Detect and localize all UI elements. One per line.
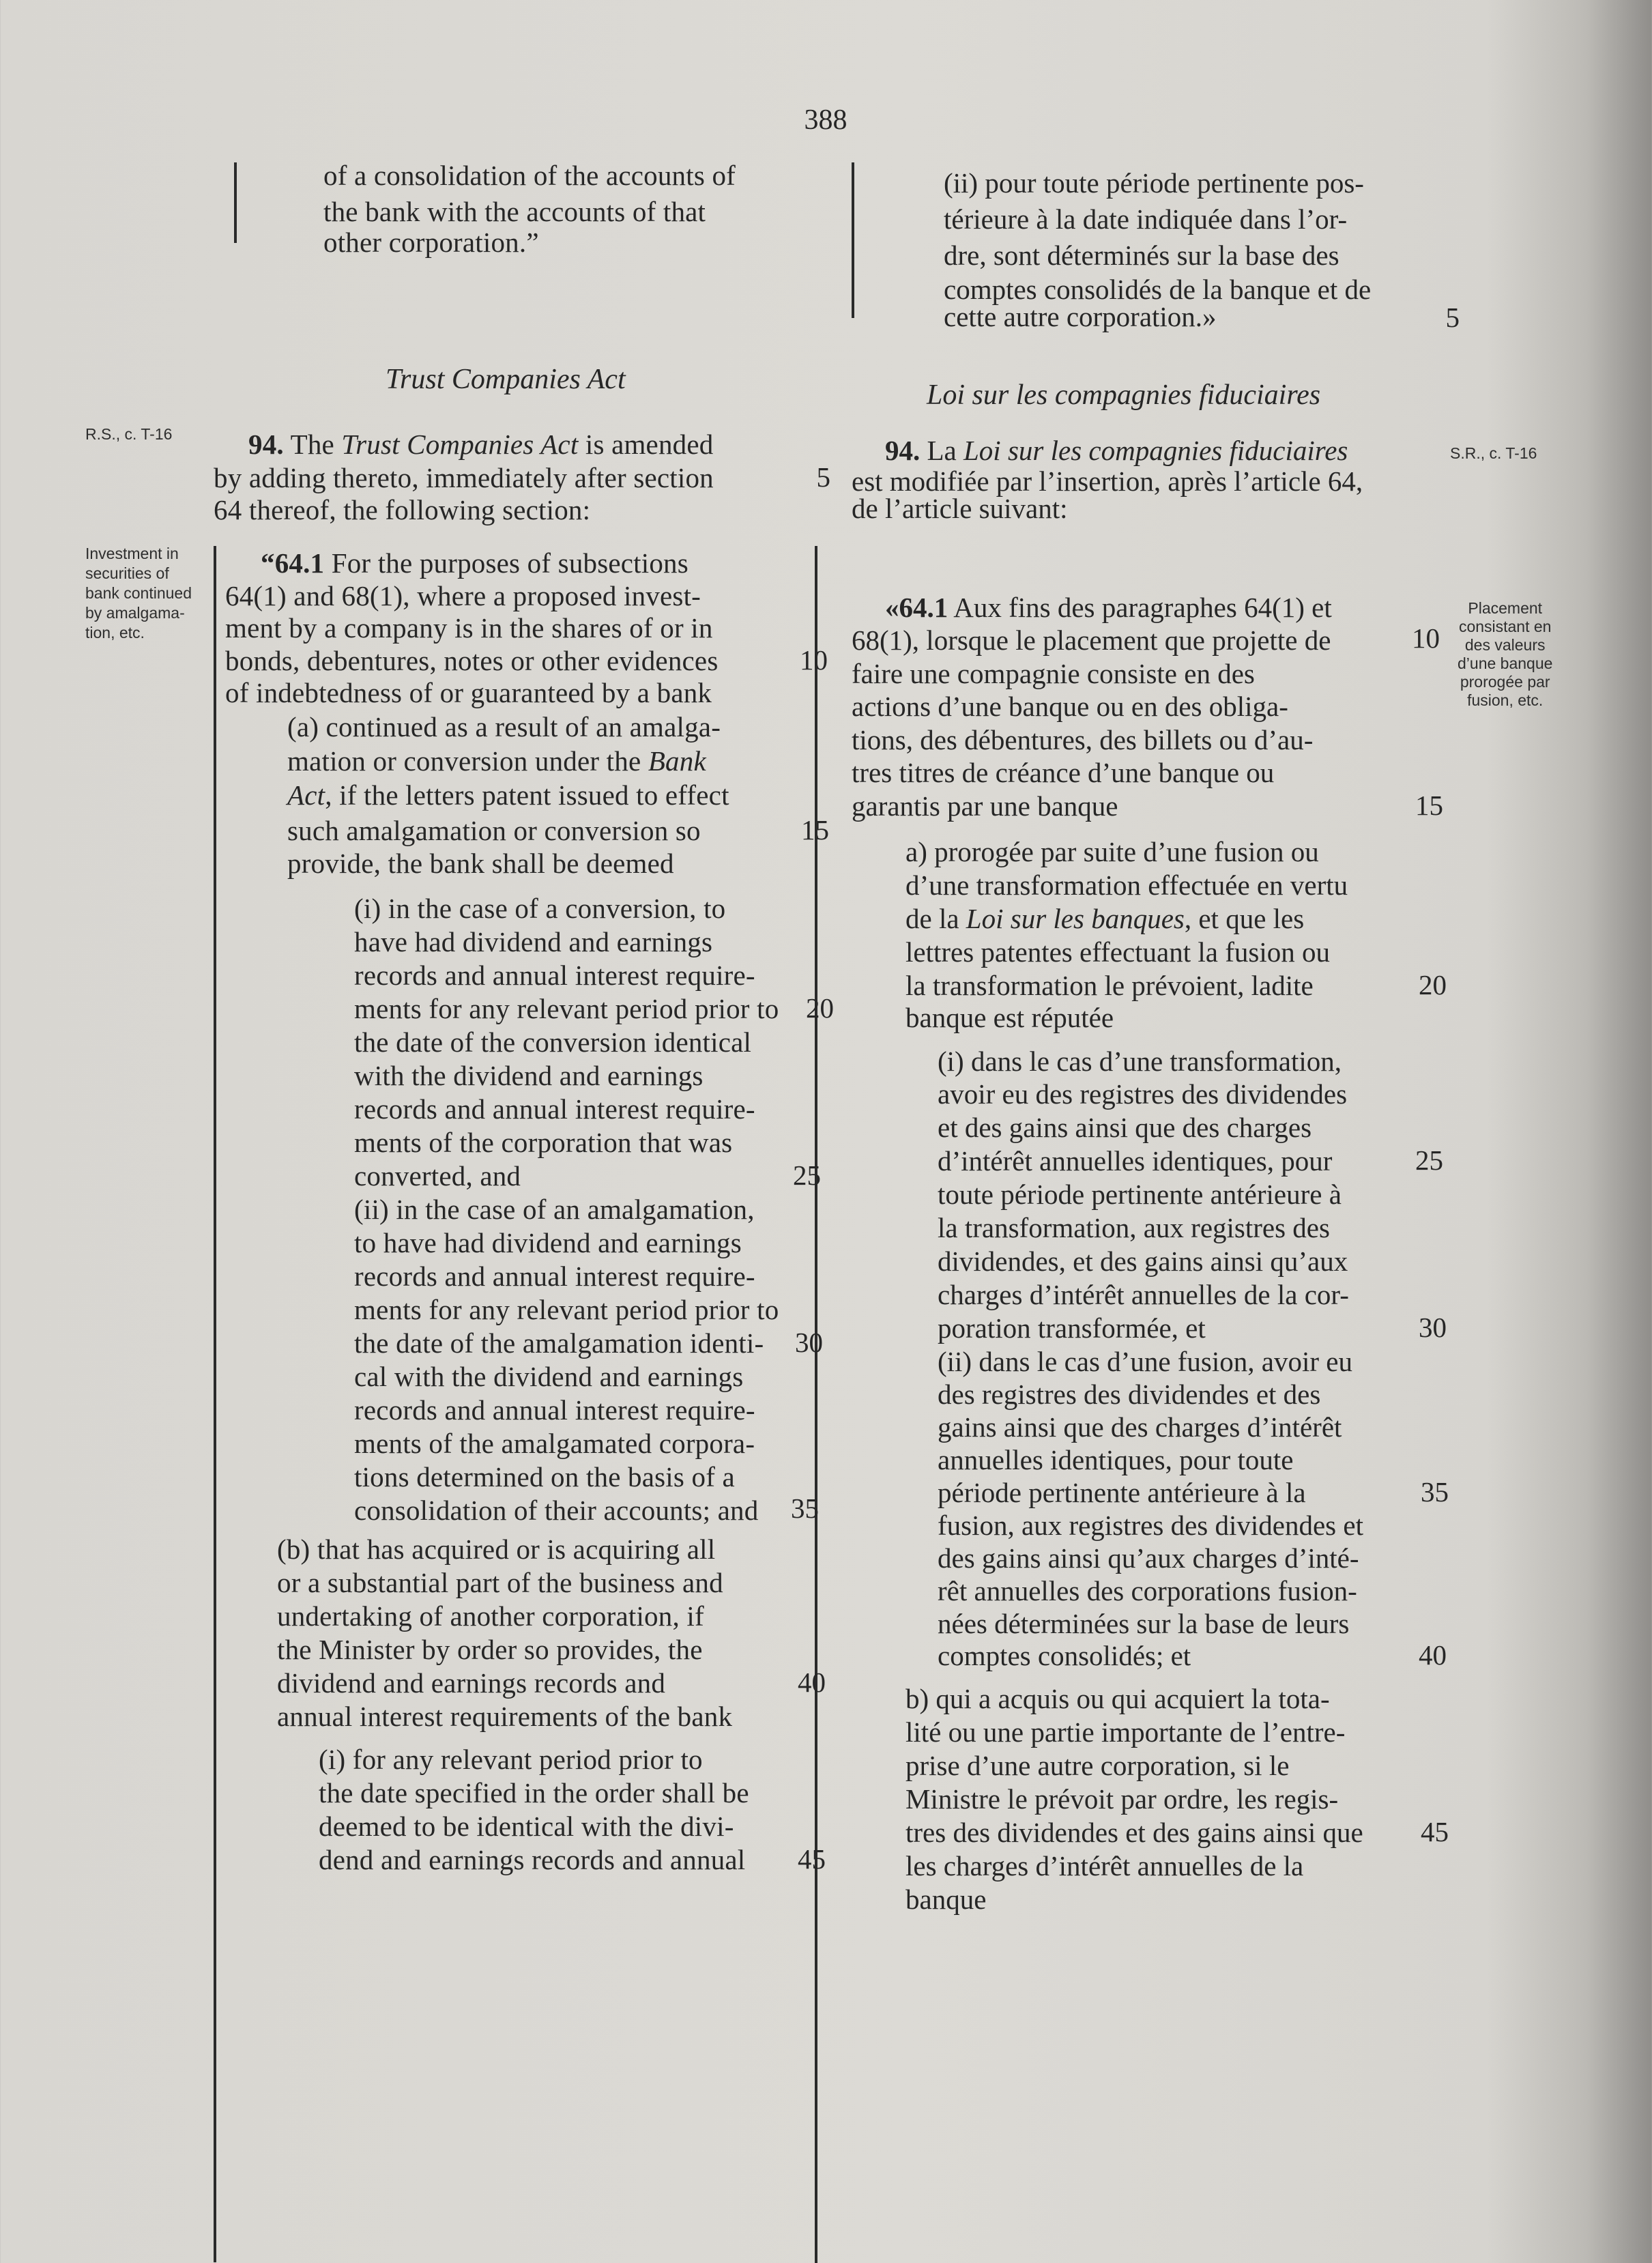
fr-sub-i-line: toute période pertinente antérieure à [938,1179,1342,1210]
fr-heading: Loi sur les compagnies fiduciaires [927,379,1321,411]
fr-sub-ii-line: période pertinente antérieure à la [938,1477,1306,1508]
fr-sub-ii-line: fusion, aux registres des dividendes et [938,1510,1363,1541]
en-para-a-line: Act, if the letters patent issued to effect [287,779,729,811]
fr-subsection-line: garantis par une banque [852,790,1118,822]
margin-note-line: consistant en [1458,618,1552,635]
en-line-number: 35 [791,1493,819,1524]
en-sub-i-line: have had dividend and earnings [354,926,713,957]
fr-para-b-line: banque [905,1884,987,1915]
fr-line-number: 10 [1412,622,1440,654]
fr-para-a-line: lettres patentes effectuant la fusion ou [905,936,1330,968]
subsection-number: «64.1 [885,592,948,623]
section-number: 94. [248,429,284,460]
en-para-a-line: mation or conversion under the Bank [287,745,706,777]
en-section-94-line: 64 thereof, the following section: [214,494,591,525]
en-sub-i-line: converted, and [354,1160,521,1192]
left-rule-top [234,162,237,243]
fr-sub-ii-line: nées déterminées sur la base de leurs [938,1608,1350,1639]
margin-note-line: R.S., c. T-16 [85,425,173,443]
en-sub-ii-line: to have had dividend and earnings [354,1227,742,1258]
en-line-number: 25 [793,1159,821,1191]
en-margin-note-investment [85,544,192,643]
margin-note-line: bank continued [85,584,192,602]
fr-para-b-line: tres des dividendes et des gains ainsi que [905,1817,1363,1848]
en-section-94-line: by adding thereto, immediately after section [214,462,714,493]
en-sub-b-i-line: the date specified in the order shall be [319,1777,749,1808]
fr-sub-i-line: et des gains ainsi que des charges [938,1112,1312,1143]
en-sub-i-line: ments of the corporation that was [354,1127,733,1158]
fr-section-94-line: est modifiée par l’insertion, après l’article 64, [852,465,1363,497]
fr-top-line: (ii) pour toute période pertinente pos- [944,167,1364,199]
fr-sub-ii-line: des registres des dividendes et des [938,1379,1321,1410]
en-sub-ii-line: the date of the amalgamation identi- [354,1327,764,1359]
en-sub-i-line: (i) in the case of a conversion, to [354,893,726,924]
fr-top-line: dre, sont déterminés sur la base des [944,240,1339,271]
section-text: La Loi sur les compagnies fiduciaires [927,435,1348,466]
margin-note-line: by amalgama- [85,604,185,622]
fr-sub-i-line: charges d’intérêt annuelles de la cor- [938,1279,1349,1310]
fr-sub-i-line: d’intérêt annuelles identiques, pour [938,1145,1333,1177]
margin-note-line: prorogée par [1460,673,1550,691]
section-text: The Trust Companies Act is amended [290,429,714,460]
en-line-number: 45 [798,1843,826,1875]
fr-sub-ii-line: des gains ainsi qu’aux charges d’inté- [938,1542,1359,1574]
en-sub-i-line: records and annual interest require- [354,960,755,991]
margin-note-line: Placement [1468,599,1543,617]
en-sub-ii-line: (ii) in the case of an amalgamation, [354,1194,755,1225]
en-section-94-line [248,427,713,461]
subsection-number: “64.1 [261,547,325,579]
center-rule-top [852,162,854,318]
en-margin-note-rs [85,424,172,444]
en-para-b-line: the Minister by order so provides, the [277,1634,703,1665]
en-sub-i-line: with the dividend and earnings [354,1060,704,1091]
fr-sub-i-line: (i) dans le cas d’une transformation, [938,1046,1342,1077]
fr-line-number: 30 [1419,1312,1447,1343]
en-subsection-line: ment by a company is in the shares of or in [225,612,713,644]
en-subsection-line: of indebtedness of or guaranteed by a bank [225,677,712,708]
subsection-text: Aux fins des paragraphes 64(1) et [953,592,1332,623]
fr-margin-note-sr [1450,444,1537,463]
en-sub-ii-line: tions determined on the basis of a [354,1461,735,1493]
en-para-a-line: (a) continued as a result of an amalga- [287,711,721,743]
en-sub-i-line: ments for any relevant period prior to [354,993,779,1024]
fr-para-a-line: d’une transformation effectuée en vertu [905,869,1348,901]
en-sub-i-line: the date of the conversion identical [354,1026,752,1058]
en-sub-ii-line: consolidation of their accounts; and [354,1495,759,1526]
fr-subsection-line: tions, des débentures, des billets ou d’au- [852,724,1314,755]
fr-subsection-line: actions d’une banque ou en des obliga- [852,691,1288,722]
fr-para-b-line: b) qui a acquis ou qui acquiert la tota- [905,1683,1330,1714]
fr-sub-i-line: dividendes, et des gains ainsi qu’aux [938,1245,1348,1277]
margin-note-line: securities of [85,564,169,582]
en-top-line: the bank with the accounts of that [323,196,706,227]
fr-line-number: 35 [1421,1476,1449,1508]
fr-para-a-line: banque est réputée [905,1002,1114,1033]
en-top-line: other corporation.” [323,227,539,258]
en-sub-ii-line: cal with the dividend and earnings [354,1361,744,1392]
fr-sub-i-line: avoir eu des registres des dividendes [938,1078,1348,1110]
fr-sub-i-line: la transformation, aux registres des [938,1212,1330,1243]
en-subsection-line: 64(1) and 68(1), where a proposed invest- [225,580,701,611]
fr-subsection-line [885,590,1332,624]
page-number: 388 [804,104,847,136]
fr-para-a-line: a) prorogée par suite d’une fusion ou [905,836,1319,867]
fr-subsection-line: tres titres de créance d’une banque ou [852,757,1275,788]
en-top-line: of a consolidation of the accounts of [323,160,736,191]
en-heading: Trust Companies Act [386,364,626,395]
fr-line-number: 25 [1415,1144,1443,1176]
fr-para-b-line: lité ou une partie importante de l’entre- [905,1716,1346,1748]
fr-sub-i-line: poration transformée, et [938,1312,1206,1344]
en-para-b-line: or a substantial part of the business and [277,1567,723,1598]
en-sub-b-i-line: dend and earnings records and annual [319,1844,746,1875]
fr-para-b-line: les charges d’intérêt annuelles de la [905,1850,1304,1882]
margin-note-line: Investment in [85,545,179,562]
en-para-a-line: provide, the bank shall be deemed [287,848,674,879]
margin-note-line: fusion, etc. [1467,691,1544,709]
en-para-b-line: undertaking of another corporation, if [277,1600,704,1632]
fr-para-b-line: prise d’une autre corporation, si le [905,1750,1290,1781]
en-para-b-line: dividend and earnings records and [277,1667,666,1699]
fr-sub-ii-line: comptes consolidés; et [938,1640,1191,1671]
fr-top-line: comptes consolidés de la banque et de [944,274,1372,305]
fr-line-number: 40 [1419,1639,1447,1671]
section-number: 94. [885,435,921,466]
en-line-number: 20 [806,992,834,1024]
en-para-b-line: (b) that has acquired or is acquiring all [277,1533,716,1565]
en-line-number: 5 [816,461,830,493]
en-subsection-line [261,546,689,580]
fr-line-number: 15 [1415,790,1443,821]
margin-note-line: des valeurs [1464,636,1546,654]
left-rule-main [214,546,216,2262]
en-sub-ii-line: records and annual interest require- [354,1394,755,1426]
margin-note-line: S.R., c. T-16 [1450,444,1537,462]
margin-note-line: tion, etc. [85,624,145,642]
en-line-number: 30 [795,1327,823,1358]
en-sub-ii-line: ments of the amalgamated corpora- [354,1428,755,1459]
en-subsection-line: bonds, debentures, notes or other evidences [225,645,719,676]
center-rule-main [815,546,817,2263]
fr-margin-note-placement [1458,599,1552,710]
margin-note-line: d’une banque [1458,654,1553,672]
fr-section-94-line: de l’article suivant: [852,493,1068,524]
en-line-number: 15 [801,814,829,846]
en-para-a-line: such amalgamation or conversion so [287,815,701,846]
fr-top-line: cette autre corporation.» [944,301,1217,332]
fr-line-number: 20 [1419,969,1447,1000]
fr-sub-ii-line: rêt annuelles des corporations fusion- [938,1575,1357,1606]
fr-para-b-line: Ministre le prévoit par ordre, les regis- [905,1783,1339,1815]
fr-section-94-line [885,433,1348,467]
en-line-number: 10 [800,644,828,676]
fr-sub-ii-line: (ii) dans le cas d’une fusion, avoir eu [938,1346,1352,1377]
fr-sub-ii-line: annuelles identiques, pour toute [938,1444,1294,1475]
fr-line-number: 5 [1445,302,1460,333]
en-para-b-line: annual interest requirements of the bank [277,1701,733,1732]
en-sub-i-line: records and annual interest require- [354,1093,755,1125]
en-sub-ii-line: ments for any relevant period prior to [354,1294,779,1325]
fr-subsection-line: faire une compagnie consiste en des [852,658,1255,689]
en-line-number: 40 [798,1667,826,1698]
fr-subsection-line: 68(1), lorsque le placement que projette de [852,624,1331,656]
en-sub-ii-line: records and annual interest require- [354,1260,755,1292]
en-sub-b-i-line: (i) for any relevant period prior to [319,1744,703,1775]
fr-sub-ii-line: gains ainsi que des charges d’intérêt [938,1411,1342,1443]
fr-top-line: térieure à la date indiquée dans l’or- [944,203,1348,235]
en-sub-b-i-line: deemed to be identical with the divi- [319,1811,734,1842]
fr-line-number: 45 [1421,1816,1449,1847]
fr-para-a-line: la transformation le prévoient, ladite [905,970,1314,1001]
subsection-text: For the purposes of subsections [331,547,689,579]
fr-para-a-line: de la Loi sur les banques, et que les [905,903,1305,934]
